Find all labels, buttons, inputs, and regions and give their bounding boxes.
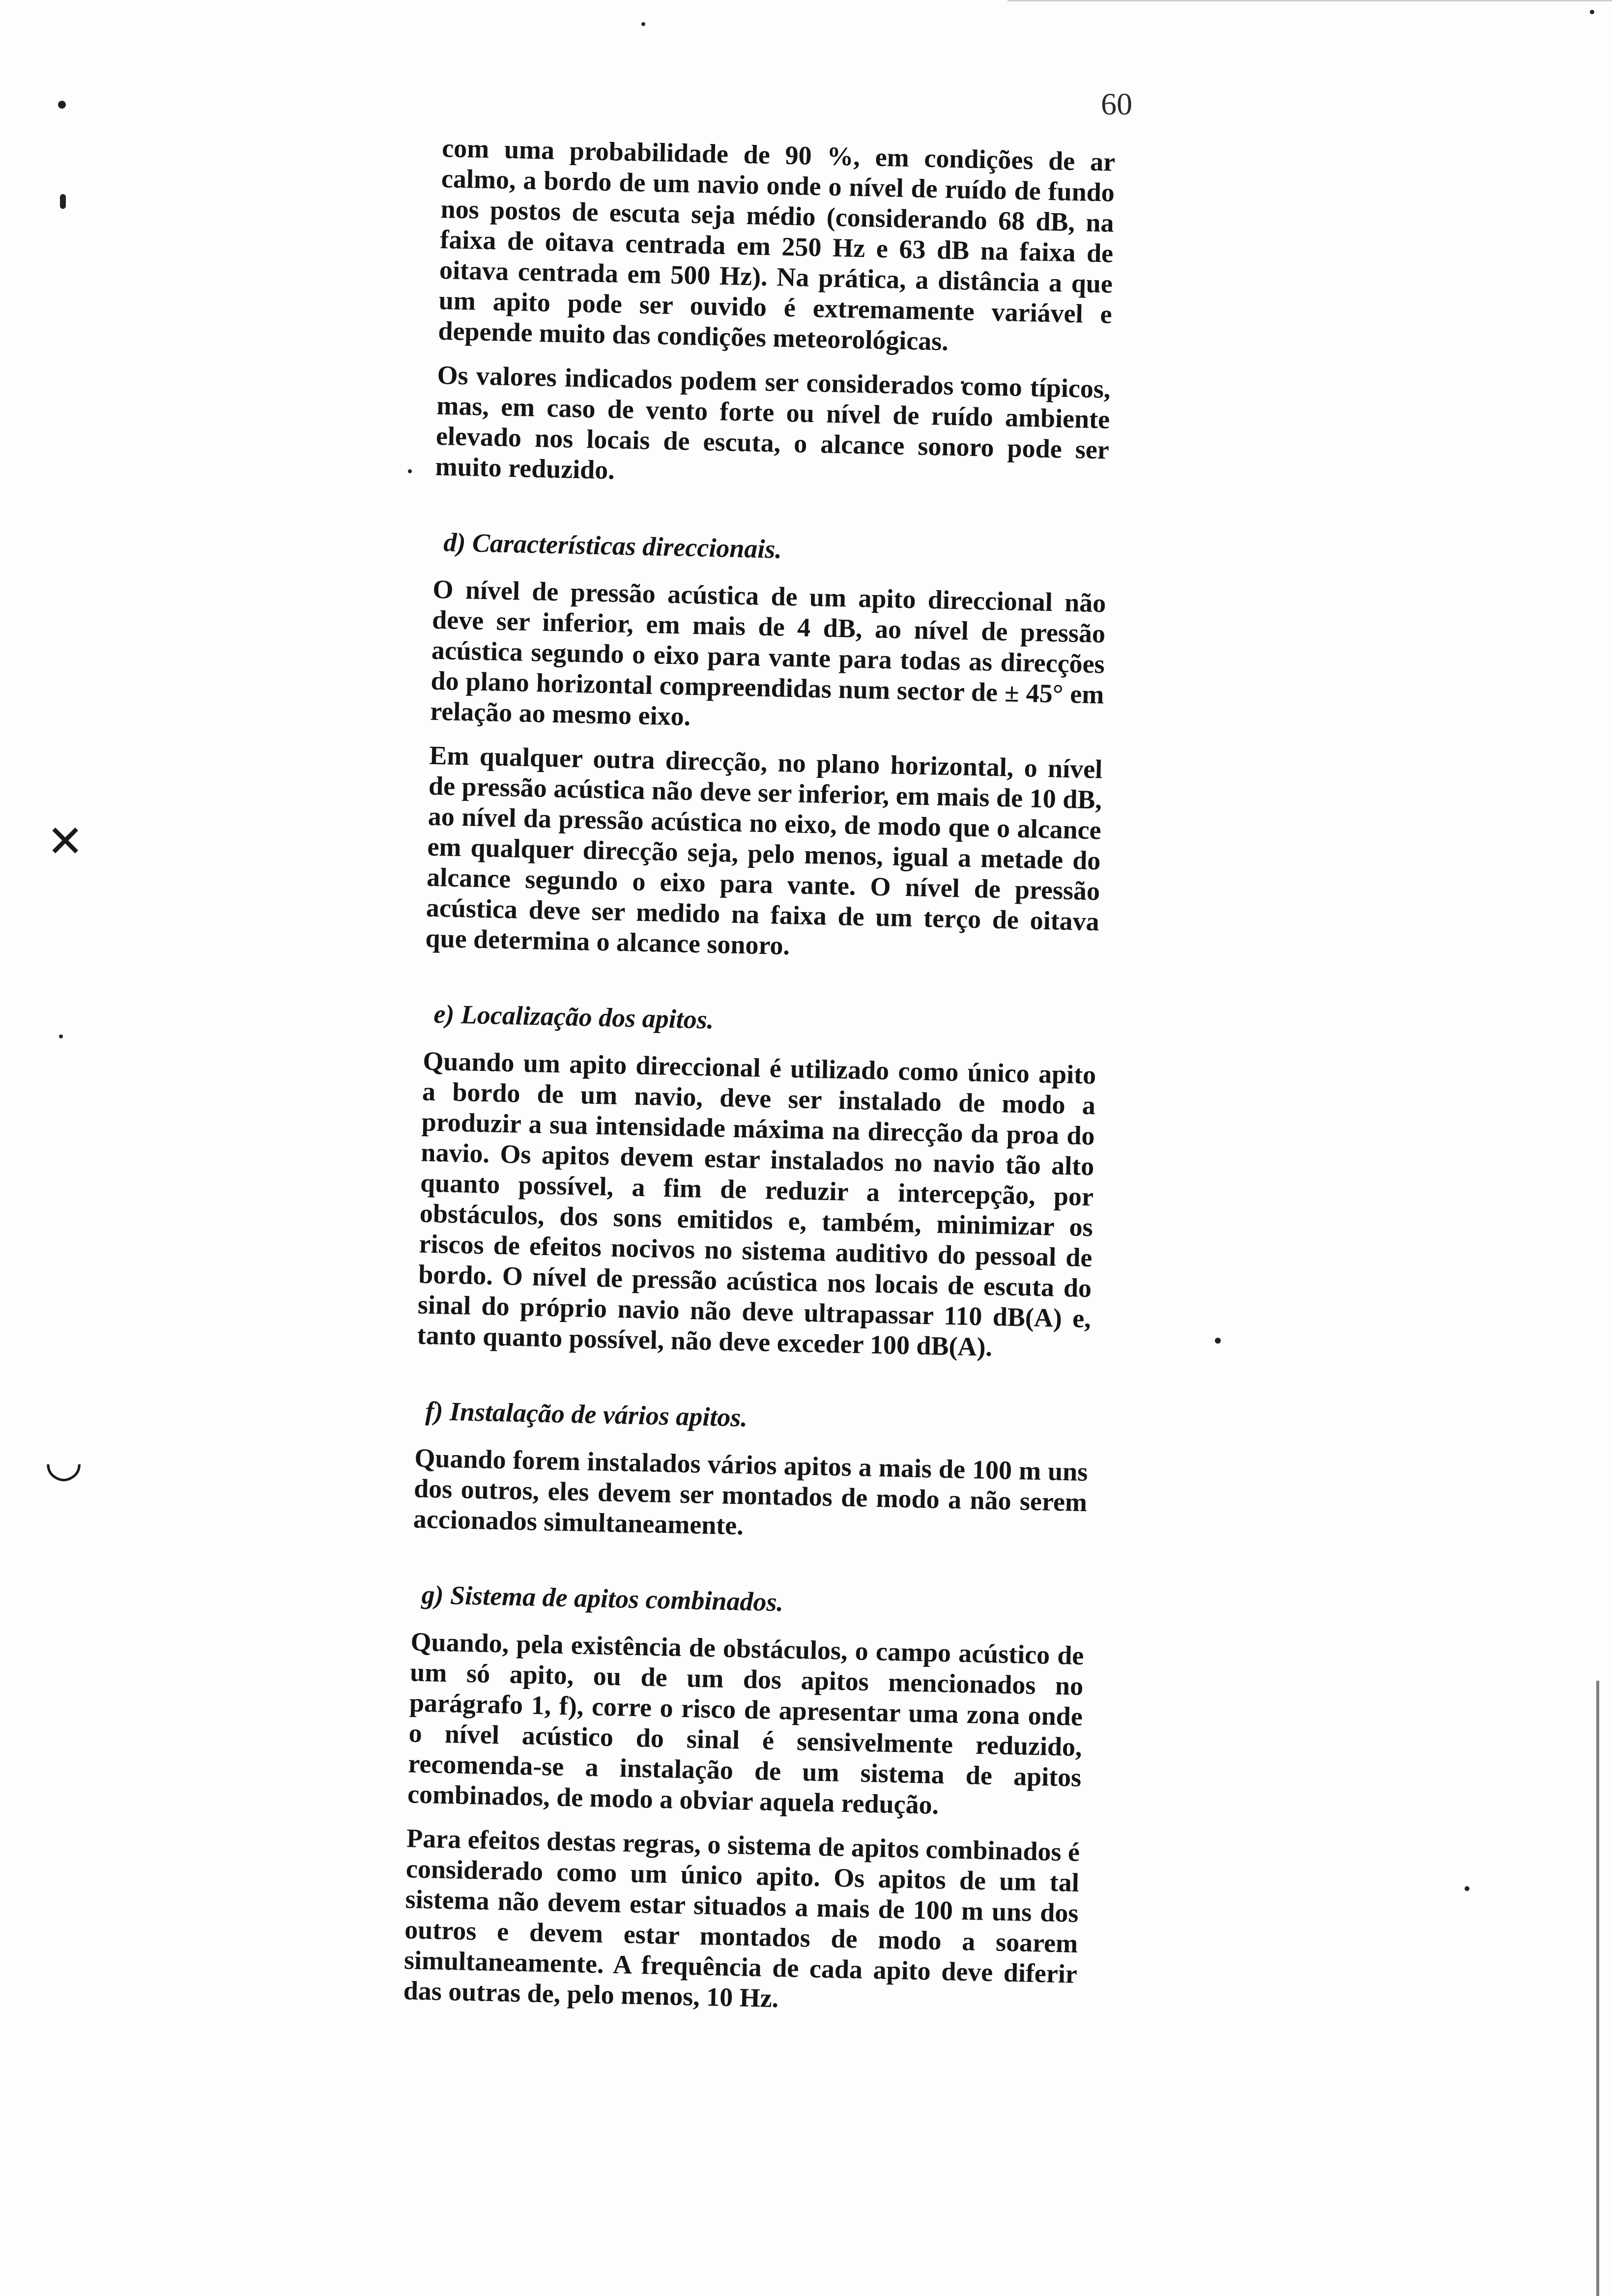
intro-paragraph-1: com uma probabilidade de 90 %, em condições de ar calmo, a bordo de um navio onde o nível de ruído de fundo nos postos de escuta seja médio (considerando 68 dB, na faixa de oitava centrada em 250 Hz e 63 dB na faixa de oitava centrada em 500 Hz). Na prática, a distância a que um apito pode ser ouvido é extremamente variável e depende muito das condições meteorológicas. bbox=[437, 133, 1116, 356]
scan-speck bbox=[60, 194, 66, 209]
intro-paragraph-2: Os valores indicados podem ser considerados como típicos, mas, em caso de vento forte ou nível de ruído ambiente elevado nos locais de escuta, o alcance sonoro pode ser muito reduzido. bbox=[435, 360, 1111, 485]
scan-speck bbox=[1215, 1338, 1221, 1344]
section-e-heading: e) Localização dos apitos. bbox=[433, 999, 714, 1034]
section-d-paragraph-1: O nível de pressão acústica de um apito direccional não deve ser inferior, em mais de 4 dB, ao nível de pressão acústica segundo o eixo para vante para todas as direcções do plano horizontal compreendidas num sector de ± 45° em relação ao mesmo eixo. bbox=[430, 574, 1106, 731]
section-f-heading: f) Instalação de vários apitos. bbox=[425, 1396, 748, 1433]
page-number: 60 bbox=[1101, 86, 1132, 121]
section-g-heading: g) Sistema de apitos combinados. bbox=[421, 1579, 784, 1617]
section-g-paragraph-1: Quando, pela existência de obstáculos, o campo acústico de um só apito, ou de um dos apitos mencionados no parágrafo 1, f), corre o risco de apresentar uma zona onde o nível acústico do sinal é sensivelmente reduzido, recomenda-se a instalação de um sistema de apitos combinados, de modo a obviar aquela redução. bbox=[407, 1627, 1085, 1820]
scan-speck bbox=[1590, 10, 1594, 14]
section-g-paragraph-2: Para efeitos destas regras, o sistema de apitos combinados é considerado como um único apito. Os apitos de um tal sistema não devem estar situados a mais de 100 m uns dos outros e devem estar montados de modo a soarem simultaneamente. A frequência de cada apito deve diferir das outras de, pelo menos, 10 Hz. bbox=[403, 1823, 1080, 2013]
scan-top-edge bbox=[1008, 0, 1612, 1]
scan-speck bbox=[58, 101, 66, 109]
scan-right-edge bbox=[1596, 1681, 1599, 2296]
scan-speck bbox=[641, 22, 645, 26]
section-e-paragraph-1: Quando um apito direccional é utilizado como único apito a bordo de um navio, deve ser instalado de modo a produzir a sua intensidade máxima na direcção da proa do navio. Os apitos devem estar instalados no navio tão alto quanto possível, a fim de reduzir a intercepção, por obstáculos, dos sons emitidos e, também, minimizar os riscos de efeitos nocivos no sistema auditivo do pessoal de bordo. O nível de pressão acústica nos locais de escuta do sinal do próprio navio não deve ultrapassar 110 dB(A) e, tanto quanto possível, não deve exceder 100 dB(A). bbox=[417, 1046, 1096, 1362]
section-f-paragraph-1: Quando forem instalados vários apitos a mais de 100 m uns dos outros, eles devem ser montados de modo a não serem accionados simultaneamente. bbox=[413, 1443, 1088, 1541]
scan-speck bbox=[59, 1034, 63, 1038]
section-d-heading: d) Características direccionais. bbox=[443, 527, 782, 564]
scan-mark: ◡ bbox=[47, 1435, 81, 1487]
body-text bbox=[403, 133, 1116, 2034]
scan-speck bbox=[1465, 1886, 1469, 1891]
scan-mark: ✕ bbox=[47, 816, 84, 867]
section-d-paragraph-2: Em qualquer outra direcção, no plano horizontal, o nível de pressão acústica não deve ser inferior, em mais de 10 dB, ao nível da pressão acústica no eixo, de modo que o alcance em qualquer direcção seja, pelo menos, igual a metade do alcance segundo o eixo para vante. O nível de pressão acústica deve ser medido na faixa de um terço de oitava que determina o alcance sonoro. bbox=[425, 740, 1103, 961]
scan-speck bbox=[408, 469, 412, 473]
